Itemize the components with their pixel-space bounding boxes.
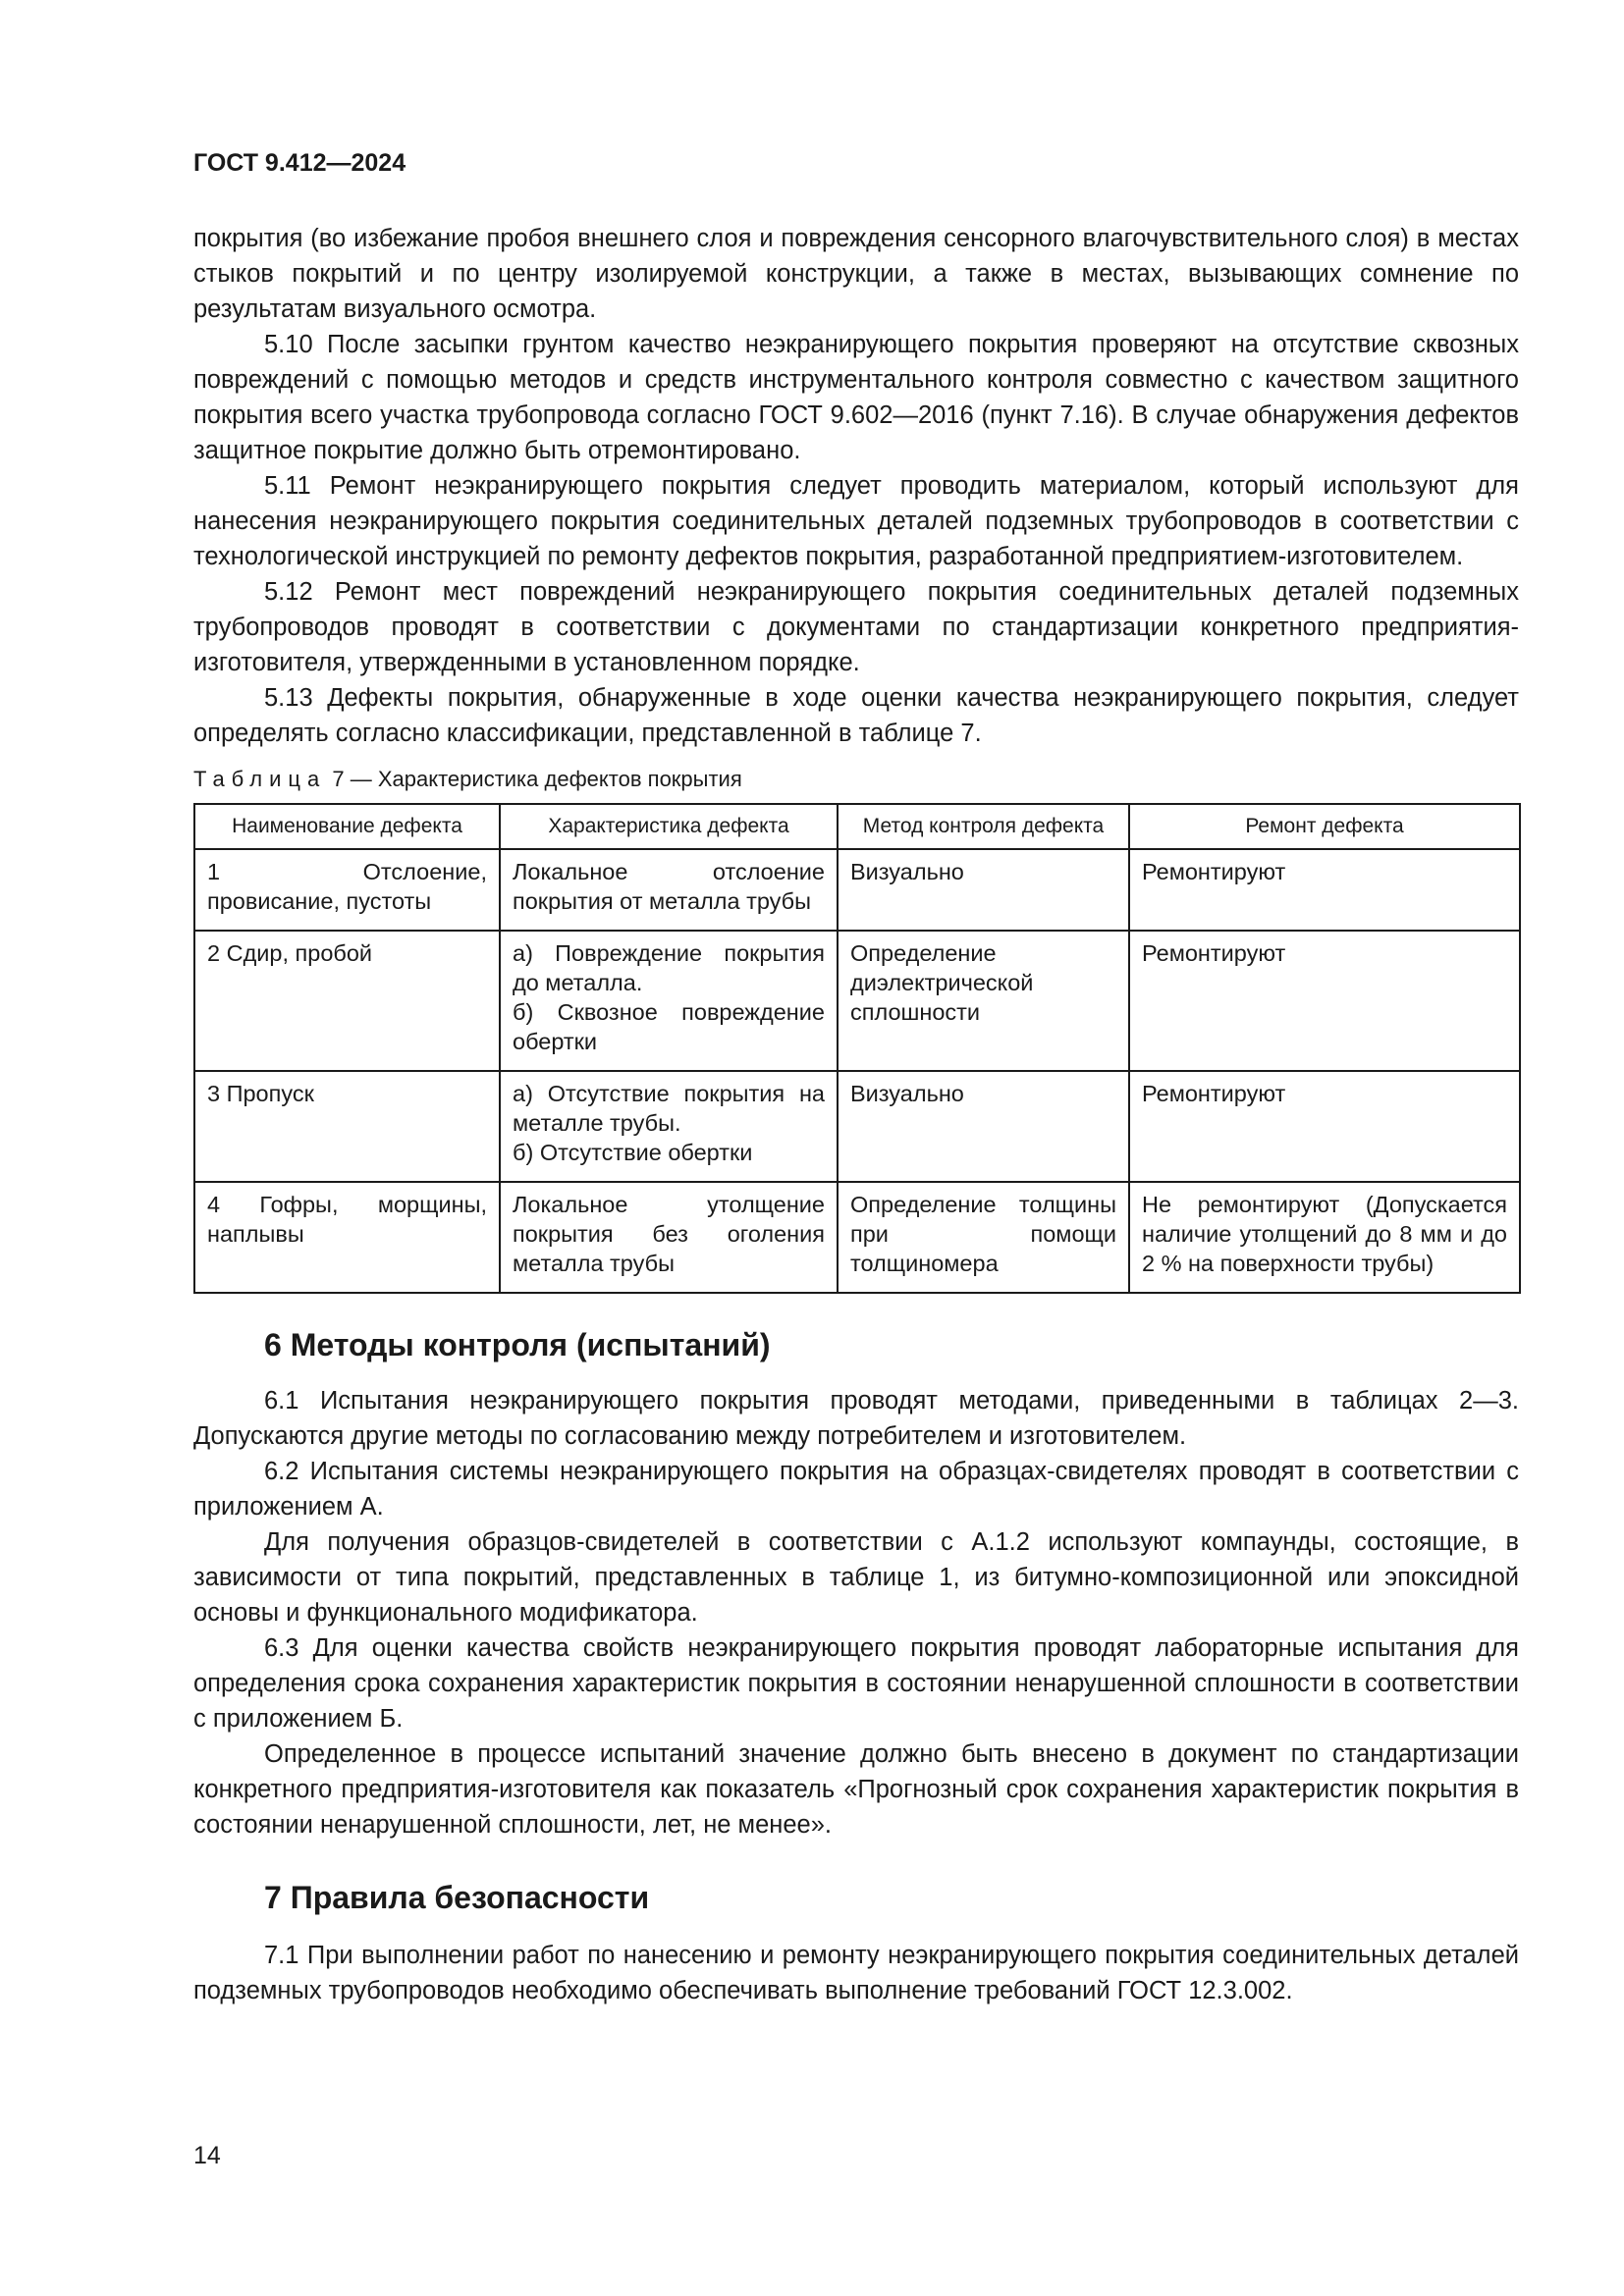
cell-defect-name: 2 Сдир, пробой	[194, 931, 500, 1071]
paragraph-6-2: 6.2 Испытания системы неэкранирующего покрытия на образцах-свидетелях проводят в соответствии с приложением А.	[193, 1458, 1519, 1521]
paragraph-continuation: покрытия (во избежание пробоя внешнего слоя и повреждения сенсорного влагочувствительного слоя) в местах стыков покрытий и по центру изолируемой конструкции, а также в местах, вызывающих сомнение по результатам визуального осмотра.	[193, 225, 1519, 323]
cell-defect-characteristic: Локальное утолщение покрытия без оголения металла трубы	[500, 1182, 838, 1293]
paragraph-5-10: 5.10 После засыпки грунтом качество неэкранирующего покрытия проверяют на отсутствие сквозных повреждений с помощью методов и средств инструментального контроля совместно с качеством защитного покрытия всего участка трубопровода согласно ГОСТ 9.602—2016 (пункт 7.16). В случае обнаружения дефектов защитное покрытие должно быть отремонтировано.	[193, 331, 1519, 464]
cell-repair: Ремонтируют	[1129, 931, 1520, 1071]
page-content	[193, 221, 1519, 2008]
cell-defect-name: 3 Пропуск	[194, 1071, 500, 1182]
document-header: ГОСТ 9.412—2024	[193, 149, 406, 177]
table-row	[194, 849, 1520, 931]
paragraph-7-1: 7.1 При выполнении работ по нанесению и ремонту неэкранирующего покрытия соединительных деталей подземных трубопроводов необходимо обеспечивать выполнение требований ГОСТ 12.3.002.	[193, 1942, 1519, 2004]
header-defect-characteristic: Характеристика дефекта	[500, 804, 838, 849]
header-repair: Ремонт дефекта	[1129, 804, 1520, 849]
table-caption	[193, 767, 1519, 792]
section-6-title: 6 Методы контроля (испытаний)	[264, 1327, 771, 1362]
table-row	[194, 1182, 1520, 1293]
cell-repair: Ремонтируют	[1129, 1071, 1520, 1182]
paragraph-5-13: 5.13 Дефекты покрытия, обнаруженные в ходе оценки качества неэкранирующего покрытия, следует определять согласно классификации, представленной в таблице 7.	[193, 684, 1519, 747]
cell-defect-characteristic: а) Отсутствие покрытия на металле трубы. б) Отсутствие обертки	[500, 1071, 838, 1182]
table-row	[194, 1071, 1520, 1182]
table-header-row	[194, 804, 1520, 849]
table-row	[194, 931, 1520, 1071]
cell-defect-characteristic: а) Повреждение покрытия до металла. б) Сквозное повреждение обертки	[500, 931, 838, 1071]
defects-table	[193, 803, 1521, 1294]
cell-repair: Ремонтируют	[1129, 849, 1520, 931]
paragraph-6-3: 6.3 Для оценки качества свойств неэкранирующего покрытия проводят лабораторные испытания для определения срока сохранения характеристик покрытия в состоянии ненарушенной сплошности в соответствии с приложением Б.	[193, 1634, 1519, 1733]
paragraph-6-1: 6.1 Испытания неэкранирующего покрытия проводят методами, приведенными в таблицах 2—3. Допускаются другие методы по согласованию между потребителем и изготовителем.	[193, 1387, 1519, 1450]
table-caption-text: 7 — Характеристика дефектов покрытия	[332, 767, 742, 791]
page-number: 14	[193, 2142, 221, 2169]
header-defect-name: Наименование дефекта	[194, 804, 500, 849]
cell-control-method: Визуально	[838, 1071, 1129, 1182]
cell-defect-characteristic: Локальное отслоение покрытия от металла трубы	[500, 849, 838, 931]
header-control-method: Метод контроля дефекта	[838, 804, 1129, 849]
paragraph-5-12: 5.12 Ремонт мест повреждений неэкранирующего покрытия соединительных деталей подземных трубопроводов проводят в соответствии с документами по стандартизации конкретного предприятия-изготовителя, утвержденными в установленном порядке.	[193, 578, 1519, 676]
section-7-title: 7 Правила безопасности	[264, 1880, 650, 1915]
cell-repair: Не ремонтируют (Допускается наличие утолщений до 8 мм и до 2 % на поверхности трубы)	[1129, 1182, 1520, 1293]
cell-control-method: Определение диэлектрической сплошности	[838, 931, 1129, 1071]
table-caption-label: Таблица	[193, 767, 327, 791]
cell-defect-name: 1 Отслоение, провисание, пустоты	[194, 849, 500, 931]
cell-defect-name: 4 Гофры, морщины, наплывы	[194, 1182, 500, 1293]
paragraph-6-2-note: Для получения образцов-свидетелей в соответствии с А.1.2 используют компаунды, состоящие, в зависимости от типа покрытий, представленных в таблице 1, из битумно-композиционной или эпоксидной основы и функционального модификатора.	[193, 1528, 1519, 1627]
cell-control-method: Визуально	[838, 849, 1129, 931]
paragraph-5-11: 5.11 Ремонт неэкранирующего покрытия следует проводить материалом, который используют для нанесения неэкранирующего покрытия соединительных деталей подземных трубопроводов в соответствии с технологической инструкцией по ремонту дефектов покрытия, разработанной предприятием-изготовителем.	[193, 472, 1519, 570]
paragraph-6-3-note: Определенное в процессе испытаний значение должно быть внесено в документ по стандартизации конкретного предприятия-изготовителя как показатель «Прогнозный срок сохранения характеристик покрытия в состоянии ненарушенной сплошности, лет, не менее».	[193, 1740, 1519, 1839]
cell-control-method: Определение толщины при помощи толщиномера	[838, 1182, 1129, 1293]
